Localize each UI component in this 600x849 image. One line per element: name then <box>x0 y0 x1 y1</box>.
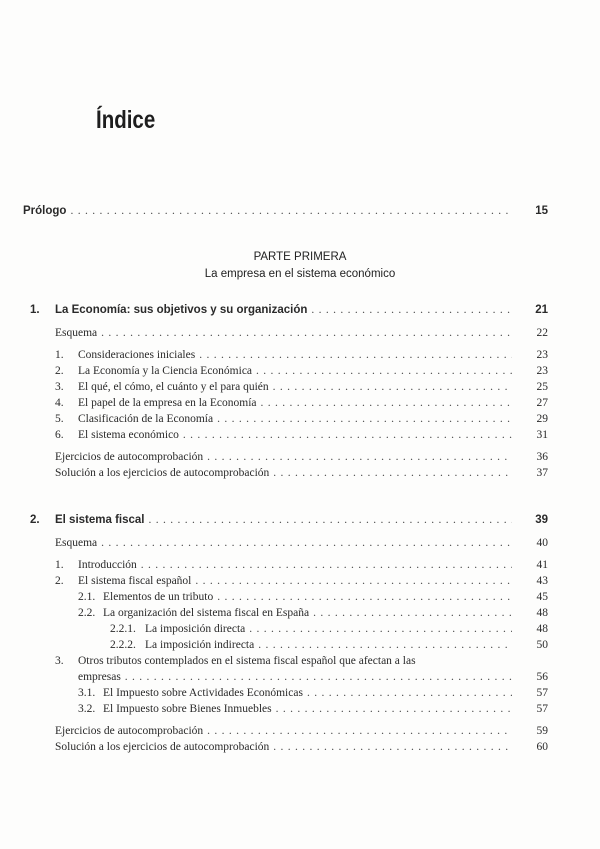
toc-entry[interactable] <box>0 654 600 669</box>
dot-leader <box>141 558 512 573</box>
toc-entry[interactable] <box>0 622 600 637</box>
page-title: Índice <box>96 106 156 134</box>
toc-entry[interactable] <box>0 466 600 481</box>
part-subtitle: La empresa en el sistema económico <box>204 268 396 280</box>
entry-title: Ejercicios de autocomprobación <box>55 724 207 739</box>
entry-title: Esquema <box>55 326 101 341</box>
page-number: 48 <box>536 607 548 619</box>
toc-entry[interactable] <box>0 606 600 621</box>
dot-leader <box>101 326 512 341</box>
entry-number: 5. <box>55 413 64 425</box>
part-heading: PARTE PRIMERA <box>253 251 347 263</box>
page-number: 48 <box>536 623 548 635</box>
page-number: 43 <box>536 575 548 587</box>
toc-entry[interactable] <box>0 724 600 739</box>
page-number: 45 <box>536 591 548 603</box>
page-number: 29 <box>536 413 548 425</box>
toc-entry[interactable] <box>0 574 600 589</box>
entry-number: 2. <box>55 575 64 587</box>
toc-entry[interactable] <box>0 638 600 653</box>
page-number: 39 <box>535 514 548 526</box>
entry-title: El sistema económico <box>78 428 183 443</box>
entry-title: Otros tributos contemplados en el sistema fiscal español que afectan a las <box>78 654 420 669</box>
page-number: 15 <box>535 205 548 217</box>
toc-entry[interactable] <box>0 326 600 341</box>
entry-number: 4. <box>55 397 64 409</box>
dot-leader <box>207 724 512 739</box>
toc-entry[interactable] <box>0 686 600 701</box>
entry-number: 2.2. <box>78 607 96 619</box>
toc-prologo[interactable] <box>0 204 600 219</box>
page-number: 23 <box>536 365 548 377</box>
entry-title: El qué, el cómo, el cuánto y el para quién <box>78 380 273 395</box>
entry-title: Prólogo <box>23 204 70 219</box>
page-number: 57 <box>536 703 548 715</box>
entry-number: 3. <box>55 655 64 667</box>
dot-leader <box>207 450 512 465</box>
chapter-heading[interactable] <box>0 513 600 528</box>
dot-leader <box>217 590 512 605</box>
page-number: 37 <box>536 467 548 479</box>
entry-title: El sistema fiscal <box>55 513 149 528</box>
entry-title: Solución a los ejercicios de autocomprobación <box>55 740 273 755</box>
page-number: 57 <box>536 687 548 699</box>
entry-title: Consideraciones iniciales <box>78 348 199 363</box>
page-number: 21 <box>535 304 548 316</box>
page-number: 27 <box>536 397 548 409</box>
dot-leader <box>101 536 512 551</box>
dot-leader <box>183 428 512 443</box>
entry-number: 1. <box>30 304 40 316</box>
entry-title: La imposición indirecta <box>145 638 258 653</box>
entry-title: La organización del sistema fiscal en España <box>103 606 313 621</box>
dot-leader <box>273 466 512 481</box>
entry-title: Solución a los ejercicios de autocomprobación <box>55 466 273 481</box>
dot-leader <box>217 412 512 427</box>
entry-number: 3.2. <box>78 703 96 715</box>
dot-leader <box>313 606 512 621</box>
entry-number: 1. <box>55 349 64 361</box>
entry-number: 2.2.1. <box>110 623 136 635</box>
toc-entry[interactable] <box>0 590 600 605</box>
entry-number: 6. <box>55 429 64 441</box>
toc-entry[interactable] <box>0 702 600 717</box>
entry-title: Clasificación de la Economía <box>78 412 217 427</box>
page-number: 50 <box>536 639 548 651</box>
dot-leader <box>261 396 513 411</box>
entry-number: 2.2.2. <box>110 639 136 651</box>
dot-leader <box>273 380 512 395</box>
page-number: 56 <box>536 671 548 683</box>
entry-title: El sistema fiscal español <box>78 574 195 589</box>
entry-number: 3. <box>55 381 64 393</box>
chapter-heading[interactable] <box>0 303 600 318</box>
dot-leader <box>311 303 512 318</box>
dot-leader <box>307 686 512 701</box>
dot-leader <box>125 670 512 685</box>
toc-entry[interactable] <box>0 364 600 379</box>
entry-title: El papel de la empresa en la Economía <box>78 396 261 411</box>
entry-title: empresas <box>78 670 125 685</box>
dot-leader <box>273 740 512 755</box>
toc-entry[interactable] <box>0 536 600 551</box>
toc-entry[interactable] <box>0 740 600 755</box>
dot-leader <box>276 702 512 717</box>
page-number: 22 <box>536 327 548 339</box>
dot-leader <box>149 513 513 528</box>
entry-title: Elementos de un tributo <box>103 590 217 605</box>
entry-title: La Economía: sus objetivos y su organización <box>55 303 311 318</box>
toc-entry[interactable] <box>0 380 600 395</box>
page-number: 36 <box>536 451 548 463</box>
toc-entry[interactable] <box>0 396 600 411</box>
dot-leader <box>70 204 512 219</box>
entry-title: La Economía y la Ciencia Económica <box>78 364 256 379</box>
entry-title: Introducción <box>78 558 141 573</box>
page-number: 41 <box>536 559 548 571</box>
page-number: 40 <box>536 537 548 549</box>
entry-title: La imposición directa <box>145 622 249 637</box>
dot-leader <box>256 364 512 379</box>
entry-number: 3.1. <box>78 687 96 699</box>
toc-entry[interactable] <box>0 428 600 443</box>
page-number: 59 <box>536 725 548 737</box>
entry-title: Esquema <box>55 536 101 551</box>
page-number: 23 <box>536 349 548 361</box>
entry-number: 1. <box>55 559 64 571</box>
page-number: 31 <box>536 429 548 441</box>
entry-number: 2.1. <box>78 591 96 603</box>
dot-leader <box>258 638 512 653</box>
dot-leader <box>199 348 512 363</box>
toc-entry[interactable] <box>0 450 600 465</box>
toc-entry[interactable] <box>0 412 600 427</box>
dot-leader <box>195 574 512 589</box>
page-number: 60 <box>536 741 548 753</box>
entry-title: El Impuesto sobre Bienes Inmuebles <box>103 702 276 717</box>
entry-title: Ejercicios de autocomprobación <box>55 450 207 465</box>
toc-entry[interactable] <box>0 558 600 573</box>
toc-entry[interactable] <box>0 348 600 363</box>
entry-number: 2. <box>30 514 40 526</box>
toc-entry[interactable] <box>0 670 600 685</box>
entry-number: 2. <box>55 365 64 377</box>
entry-title: El Impuesto sobre Actividades Económicas <box>103 686 307 701</box>
dot-leader <box>249 622 512 637</box>
page-number: 25 <box>536 381 548 393</box>
